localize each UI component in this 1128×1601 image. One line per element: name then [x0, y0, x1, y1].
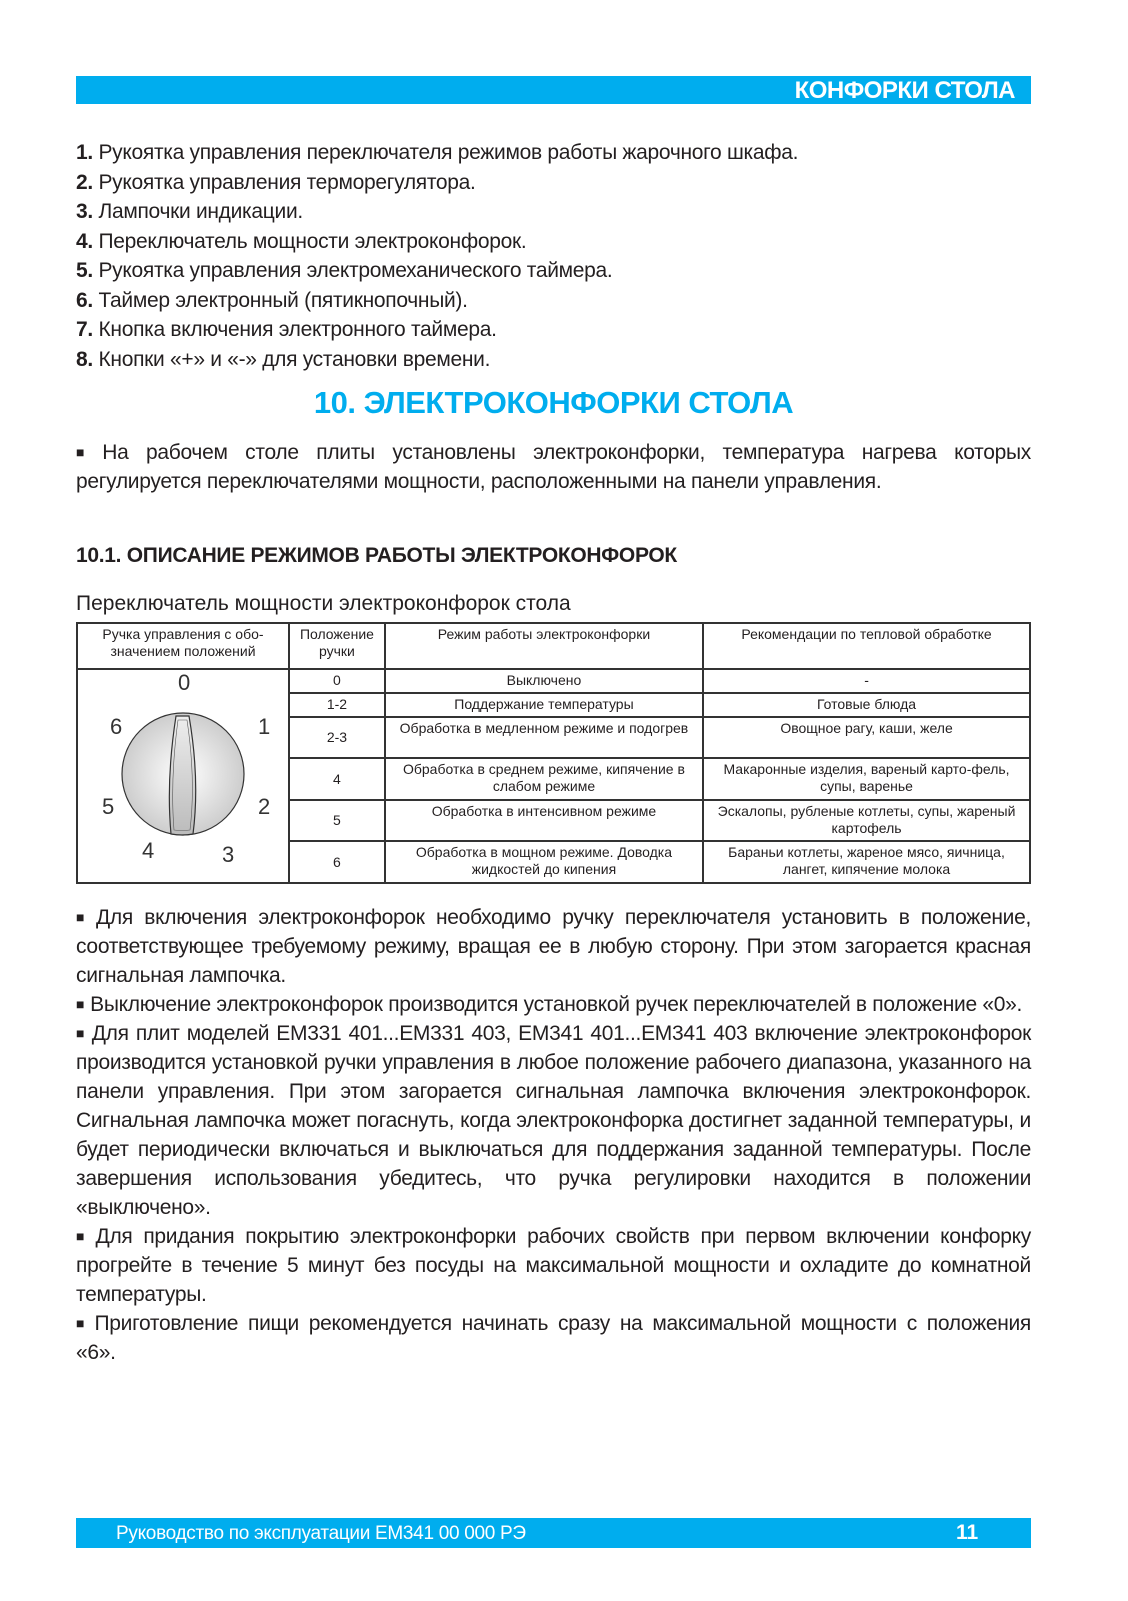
list-item	[76, 286, 1036, 316]
bullet-icon: ■	[76, 909, 90, 925]
knob-cell	[77, 669, 289, 883]
list-text: Кнопка включения электронного таймера.	[98, 318, 497, 341]
list-number: 4.	[76, 229, 93, 253]
list-item	[76, 227, 1036, 257]
header-mode: Режим работы электроконфорки	[385, 623, 703, 669]
knob-label-0: 0	[178, 670, 191, 695]
knob-label-4: 4	[142, 838, 155, 863]
row-mode: Выключено	[385, 669, 703, 693]
row-recommendation: Макаронные изделия, вареный карто-фель, супы, варенье	[703, 758, 1030, 800]
table-header-row	[77, 623, 1030, 669]
bullet-icon: ■	[76, 1228, 90, 1244]
knob-label-5: 5	[102, 794, 115, 819]
bullet-icon: ■	[76, 996, 85, 1012]
list-text: Лампочки индикации.	[98, 200, 303, 223]
list-item	[76, 315, 1036, 345]
section-title: 10. ЭЛЕКТРОКОНФОРКИ СТОЛА	[313, 385, 794, 420]
row-recommendation: Овощное рагу, каши, желе	[703, 717, 1030, 759]
row-mode: Обработка в интенсивном режиме	[385, 800, 703, 842]
list-text: Рукоятка управления переключателя режимов работы жарочного шкафа.	[98, 141, 799, 164]
components-list	[76, 138, 1036, 374]
row-position: 6	[289, 841, 385, 883]
list-number: 5.	[76, 259, 93, 282]
row-mode: Обработка в мощном режиме. Доводка жидкостей до кипения	[385, 841, 703, 883]
list-item	[76, 138, 1036, 168]
list-text: Таймер электронный (пятикнопочный).	[98, 288, 468, 312]
modes-table	[76, 622, 1031, 884]
header-title: КОНФОРКИ СТОЛА	[794, 77, 1015, 104]
page-number: 11	[956, 1521, 979, 1544]
knob-icon	[78, 670, 288, 882]
row-mode: Поддержание температуры	[385, 693, 703, 717]
bullet-icon: ■	[76, 1025, 86, 1041]
row-recommendation: -	[703, 669, 1030, 693]
row-mode: Обработка в среднем режиме, кипячение в слабом режиме	[385, 758, 703, 800]
list-text: Рукоятка управления электромеханического таймера.	[98, 259, 613, 282]
row-position: 5	[289, 800, 385, 842]
row-recommendation: Готовые блюда	[703, 693, 1030, 717]
instructions	[76, 903, 1031, 1367]
knob-label-6: 6	[110, 714, 123, 739]
row-recommendation: Бараньи котлеты, жареное мясо, яичница, лангет, кипячение молока	[703, 841, 1030, 883]
footer-bar	[76, 1518, 1031, 1548]
list-number: 1.	[76, 141, 93, 164]
intro-text: На рабочем столе плиты установлены электроконфорки, температура нагрева которых регулируется переключателями мощности, расположенными на панели управления.	[76, 441, 1032, 493]
paragraph-text: Выключение электроконфорок производится установкой ручек переключателей в положение «0».	[90, 993, 1023, 1016]
list-text: Рукоятка управления терморегулятора.	[98, 170, 476, 194]
knob-diagram	[78, 670, 288, 882]
list-number: 6.	[76, 288, 93, 312]
list-text: Кнопки «+» и «-» для установки времени.	[98, 347, 491, 371]
row-position: 1-2	[289, 693, 385, 717]
footer-doc-title: Руководство по эксплуатации ЕМ341 00 000 РЭ	[116, 1523, 526, 1544]
header-knob: Ручка управления с обо-значением положений	[77, 623, 289, 669]
knob-label-3: 3	[222, 842, 235, 867]
paragraph-text: Приготовление пищи рекомендуется начинать сразу на максимальной мощности с положения «6».	[76, 1312, 1032, 1364]
knob-label-1: 1	[258, 714, 271, 739]
header-position: Положение ручки	[289, 623, 385, 669]
bullet-icon: ■	[76, 1315, 89, 1331]
table-row	[77, 669, 1030, 693]
list-item	[76, 256, 1036, 286]
row-mode: Обработка в медленном режиме и подогрев	[385, 717, 703, 759]
list-item	[76, 345, 1036, 375]
list-number: 2.	[76, 170, 93, 194]
row-position: 0	[289, 669, 385, 693]
paragraph-text: Для включения электроконфорок необходимо ручку переключателя установить в положение, соответствующее требуемому режиму, вращая ее в любую сторону. При этом загорается красная сигнальная лампочка.	[76, 906, 1031, 987]
list-number: 7.	[76, 318, 93, 341]
knob-label-2: 2	[258, 794, 271, 819]
paragraph	[76, 1019, 1031, 1222]
table-caption: Переключатель мощности электроконфорок стола	[76, 592, 571, 615]
row-position: 2-3	[289, 717, 385, 759]
bullet-icon: ■	[76, 444, 97, 460]
header-recommendation: Рекомендации по тепловой обработке	[703, 623, 1030, 669]
paragraph	[76, 990, 1031, 1019]
list-item	[76, 168, 1036, 198]
paragraph-text: Для плит моделей ЕМ331 401...ЕМ331 403, ЕМ341 401...ЕМ341 403 включение электроконфорок производится установкой ручки управления в любое положение рабочего диапазона, указанного на панели управления. При этом загорается сигнальная лампочка включения электроконфорок. Сигнальная лампочка может погаснуть, когда электроконфорка достигнет заданной температуры, и будет периодически включаться и выключаться для поддержания заданной температуры. После завершения использования убедитесь, что ручка регулировки находится в положении «выключено».	[76, 1022, 1031, 1219]
paragraph	[76, 1309, 1031, 1367]
list-text: Переключатель мощности электроконфорок.	[98, 229, 527, 253]
paragraph	[76, 1222, 1031, 1309]
subsection-title: 10.1. ОПИСАНИЕ РЕЖИМОВ РАБОТЫ ЭЛЕКТРОКОНФОРОК	[76, 544, 677, 567]
paragraph-text: Для придания покрытию электроконфорки рабочих свойств при первом включении конфорку прогрейте в течение 5 минут без посуды на максимальной мощности и охладите до комнатной температуры.	[76, 1225, 1032, 1306]
intro-paragraph	[76, 438, 1031, 496]
row-position: 4	[289, 758, 385, 800]
header-bar	[76, 76, 1031, 104]
row-recommendation: Эскалопы, рубленые котлеты, супы, жареный картофель	[703, 800, 1030, 842]
list-number: 3.	[76, 200, 93, 223]
list-number: 8.	[76, 347, 93, 371]
paragraph	[76, 903, 1031, 990]
list-item	[76, 197, 1036, 227]
